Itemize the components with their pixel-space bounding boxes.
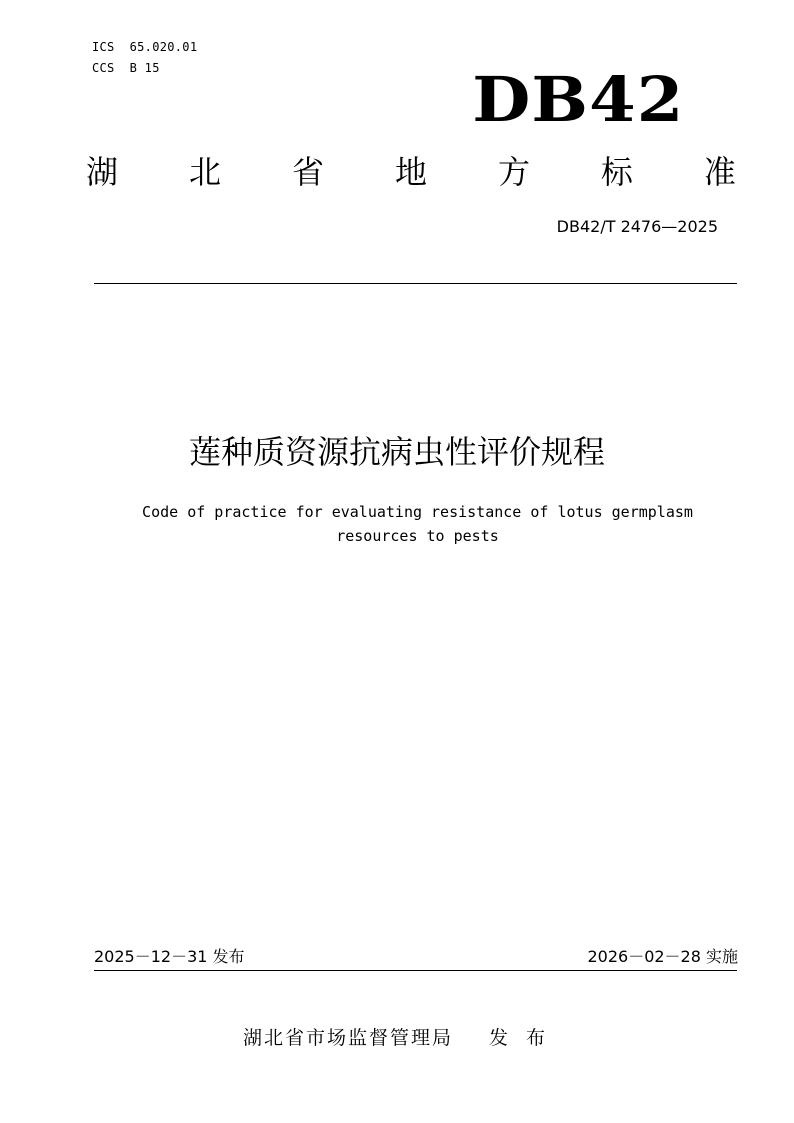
english-title-line-1: Code of practice for evaluating resistance of lotus germplasm [142, 503, 693, 521]
standard-type-char: 准 [703, 153, 736, 191]
standard-type-char: 标 [600, 153, 633, 191]
implementation-date: 2026－02－28 实施 [587, 947, 738, 966]
standard-type-char: 方 [497, 153, 530, 191]
english-title-line-2: resources to pests [336, 527, 499, 545]
top-divider [94, 283, 737, 284]
standard-type-heading [86, 150, 736, 194]
document-title-chinese: 莲种质资源抗病虫性评价规程 [188, 433, 605, 471]
db-standard-logo: DB42 [471, 63, 684, 136]
issue-date: 2025－12－31 发布 [94, 947, 245, 966]
document-title-english [110, 500, 725, 548]
publisher-line [0, 1024, 794, 1052]
publisher-name: 湖北省市场监督管理局 [242, 1027, 453, 1049]
bottom-divider [94, 970, 737, 971]
standard-type-char: 湖 [86, 153, 119, 191]
ccs-code: CCS B 15 [92, 61, 160, 75]
ics-code: ICS 65.020.01 [92, 40, 198, 54]
standard-number: DB42/T 2476—2025 [556, 217, 718, 236]
publish-label: 发 布 [488, 1027, 552, 1049]
standard-type-char: 地 [394, 153, 427, 191]
standard-type-char: 北 [188, 153, 221, 191]
standard-type-char: 省 [291, 153, 324, 191]
